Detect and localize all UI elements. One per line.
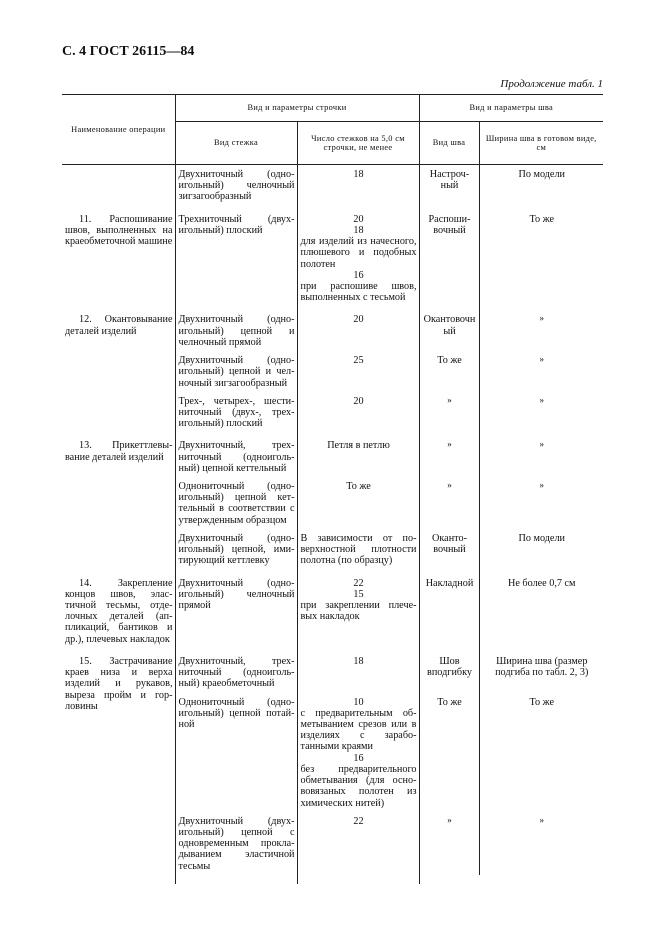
stitch-count-value: 18 [353, 224, 364, 236]
seam-type: Окантовочн ый [419, 306, 479, 351]
header-seam-width: Ширина шва в готовом виде, см [479, 122, 603, 165]
table-row [62, 648, 603, 693]
seam-width: » [539, 354, 544, 365]
stitch-count [297, 477, 419, 529]
stitch-count-value: 20 [353, 213, 364, 225]
stitch-type: Двухниточный, трех-ниточный (одноиголь-ный) цепной кеттельный [175, 432, 297, 477]
seam-width: То же [529, 213, 555, 225]
page-header: С. 4 ГОСТ 26115—84 [62, 44, 195, 59]
padding-cell [175, 875, 297, 884]
seam-type: » [419, 432, 479, 477]
table-padding-row [62, 875, 603, 884]
seam-type: » [419, 477, 479, 529]
operation-name: 11. Распошивание швов, выполненных на краеобметочной машине [62, 206, 175, 307]
stitch-count-note: при закреплении плече-вых накладок [300, 600, 417, 623]
stitch-parameters-table [62, 94, 603, 884]
seam-width: » [539, 480, 544, 491]
seam-type: Шов вподгибку [419, 648, 479, 693]
operation-name: 15. Застрачивание краев низа и верха изделий и рукавов, выреза пройм и гор-ловины [62, 648, 175, 875]
stitch-count-note: без предварительного обметывания (для осно-вовязаных полотен из химических нитей) [300, 763, 417, 809]
stitch-count-value: Петля в петлю [327, 440, 390, 452]
stitch-type: Двухниточный (одно-игольный) цепной и челночный прямой [175, 306, 297, 351]
header-seam-type: Вид шва [419, 122, 479, 165]
stitch-count-value: 18 [353, 655, 364, 667]
seam-type: Настроч- ный [419, 165, 479, 206]
stitch-count-value: 22 [353, 815, 364, 827]
seam-width: » [539, 439, 544, 450]
stitch-count-value: 16 [353, 269, 364, 281]
stitch-type: Двухниточный (двух-игольный) цепной с одновременным прокла-дыванием эластичной тесьмы [175, 812, 297, 875]
stitch-type: Трех-, четырех-, шести-ниточный (двух-, трех-игольный) плоский [175, 392, 297, 433]
seam-type: » [419, 812, 479, 875]
seam-width: Ширина шва (размер подгиба по табл. 2, 3) [495, 655, 589, 679]
seam-width: » [539, 814, 544, 825]
stitch-type: Однониточный (одно-игольный) цепной потай-ной [175, 693, 297, 812]
seam-width: » [539, 394, 544, 405]
header-stitch-group: Вид и параметры строчки [175, 95, 419, 122]
table-body [62, 165, 603, 884]
stitch-count-value: 15 [353, 588, 364, 600]
stitch-count-note: при распошиве швов, выполненных с тесьмой [300, 280, 417, 304]
stitch-count-value: 25 [353, 355, 364, 367]
stitch-type: Однониточный (одно-игольный) цепной кет-тельный в соответствии с утвержденным образцом [175, 477, 297, 529]
stitch-count [297, 648, 419, 693]
seam-width: » [539, 313, 544, 324]
stitch-count-value: 20 [353, 395, 364, 407]
table-row [62, 306, 603, 351]
seam-width: То же [529, 696, 555, 708]
seam-width: По модели [518, 532, 565, 544]
stitch-type: Двухниточный (одно-игольный) цепной и чел-ночный зигзагообразный [175, 351, 297, 392]
header-stitch-type: Вид стежка [175, 122, 297, 165]
stitch-count [297, 529, 419, 570]
seam-type: Накладной [419, 570, 479, 648]
operation-name: 14. Закрепление концов швов, элас-тичной тесьмы, отде-лочных деталей (ап-пликаций, бантиков и др.), плечевых накладок [62, 570, 175, 648]
seam-type: » [419, 392, 479, 433]
header-stitch-count: Число стежков на 5,0 см строчки, не менее [297, 122, 419, 165]
stitch-count [297, 392, 419, 433]
stitch-count [297, 165, 419, 206]
seam-type: Оканто- вочный [419, 529, 479, 570]
operation-name: 12. Окантовывание деталей изделий [62, 306, 175, 432]
seam-width: По модели [518, 169, 565, 180]
stitch-count [297, 812, 419, 875]
stitch-count-value: 18 [353, 169, 364, 180]
stitch-type: Двухниточный (одно-игольный) челночный прямой [175, 570, 297, 648]
stitch-count-value: 20 [353, 314, 364, 326]
stitch-count-value: То же [346, 481, 371, 493]
header-seam-group: Вид и параметры шва [419, 95, 603, 122]
header-operation: Наименование операции [62, 95, 175, 165]
padding-cell [419, 875, 479, 884]
table-row [62, 206, 603, 307]
seam-type: То же [419, 693, 479, 812]
stitch-count-note: с предварительным об-метыванием срезов или в изделиях с зарабо-танными краями [300, 707, 417, 753]
stitch-type: Двухниточный (одно-игольный) цепной, ими-тирующий кеттлевку [175, 529, 297, 570]
table-head [62, 95, 603, 165]
stitch-count-value: 16 [353, 752, 364, 764]
seam-type: Распоши- вочный [419, 206, 479, 307]
seam-type: То же [419, 351, 479, 392]
stitch-count [297, 351, 419, 392]
padding-cell [62, 875, 175, 884]
table-row [62, 570, 603, 648]
table-row [62, 432, 603, 477]
stitch-count [297, 570, 419, 648]
stitch-type: Двухниточный (одно-игольный) челночный зигзагообразный [175, 165, 297, 206]
table-continuation-label: Продолжение табл. 1 [500, 78, 603, 90]
stitch-type: Трехниточный (двух-игольный) плоский [175, 206, 297, 307]
table-row [62, 165, 603, 206]
stitch-count [297, 306, 419, 351]
stitch-count-value: 10 [353, 696, 364, 708]
stitch-count [297, 432, 419, 477]
stitch-count-note: В зависимости от по-верхностной плотности полотна (по образцу) [300, 532, 417, 567]
seam-width: Не более 0,7 см [508, 577, 576, 589]
stitch-count [297, 206, 419, 307]
stitch-count-note: для изделий из начесного, плюшевого и подобных полотен [300, 236, 417, 270]
stitch-count-value: 22 [353, 577, 364, 589]
operation-name [62, 165, 175, 206]
operation-name: 13. Прикеттлевы-вание деталей изделий [62, 432, 175, 569]
stitch-type: Двухниточный, трех-ниточный (одноиголь-ный) краеобметочный [175, 648, 297, 693]
stitch-count [297, 693, 419, 812]
padding-cell [297, 875, 419, 884]
